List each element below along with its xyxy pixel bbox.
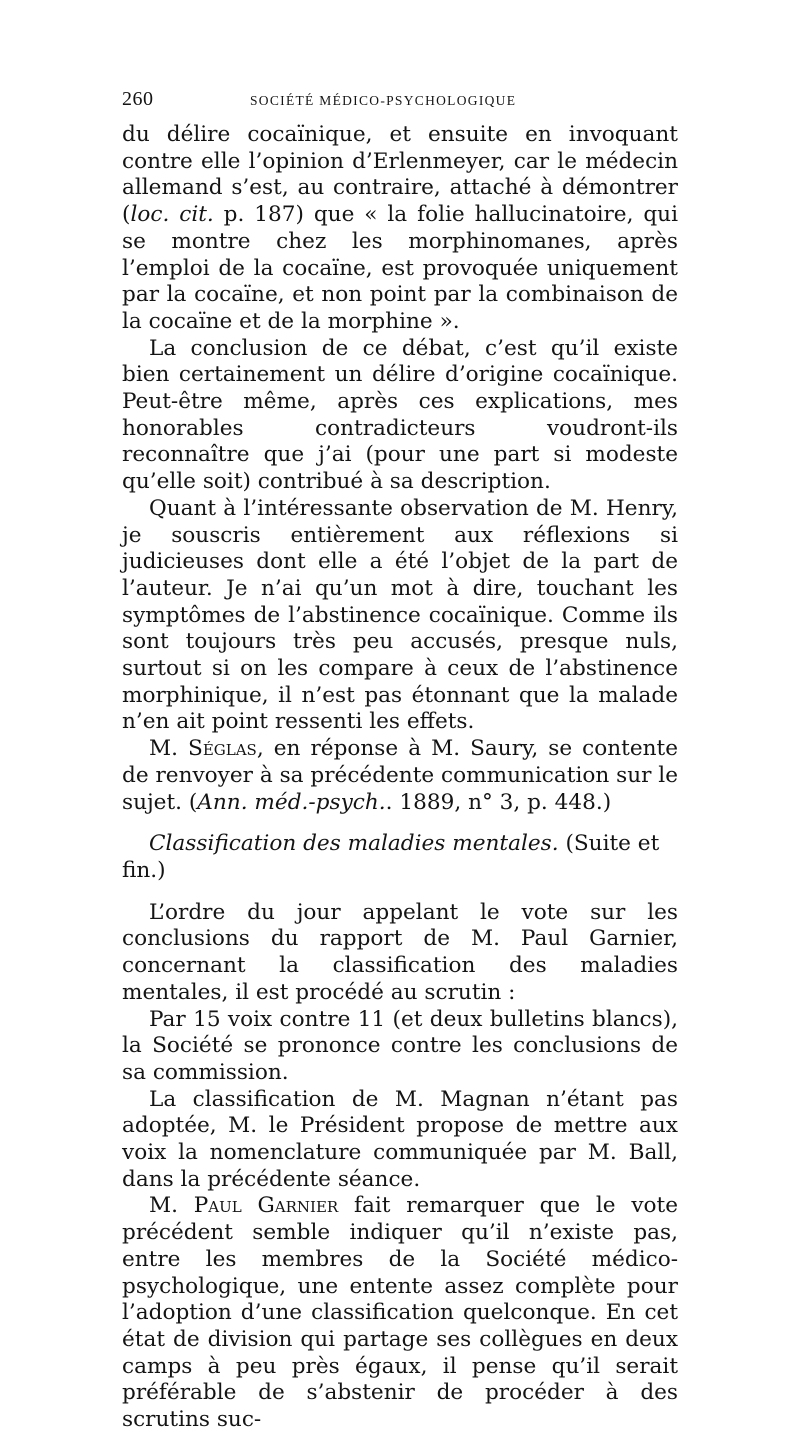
paragraph-7: La classification de M. Magnan n’étant pas adoptée, M. le Président propose de mettre aux voix la nomenclature communiquée par M. Ball, dans la précédente séance. [122,1086,678,1192]
book-page [122,88,678,1434]
citation-loc-cit: loc. cit. [130,202,214,228]
journal-reference: Ann. méd.-psych. [197,789,386,815]
paragraph-1-text-b: p. 187) que « la folie hallucinatoire, qui se montre chez les morphinomanes, après l’emploi de la cocaïne, est provoquée uniquement par la cocaïne, et non point par la combinaison de la cocaïne et de la morphine ». [122,202,678,334]
section-title-suffix: (Suite et fin.) [122,831,660,883]
paragraph-4-text-b: , en réponse à M. Saury, se contente de renvoyer à sa précédente communication sur le sujet. ( [122,736,679,815]
paragraph-4-text-a: M. [149,736,189,762]
section-title [122,831,678,884]
page-header [122,88,678,122]
running-head: SOCIÉTÉ MÉDICO-PSYCHOLOGIQUE [250,93,517,108]
page-number: 260 [122,88,154,110]
paragraph-2: La conclusion de ce débat, c’est qu’il existe bien certainement un délire d’origine cocaïnique. Peut-être même, après ces explications, mes honorables contradicteurs voudront-ils reconnaître que j’ai (pour une part si modeste qu’elle soit) contribué à sa description. [122,335,678,495]
paragraph-6: Par 15 voix contre 11 (et deux bulletins blancs), la Société se prononce contre les conclusions de sa commission. [122,1006,678,1085]
speaker-name-seglas: Séglas [188,736,257,762]
paragraph-8 [122,1193,678,1433]
paragraph-3: Quant à l’intéressante observation de M. Henry, je souscris entièrement aux réflexions si judicieuses dont elle a été l’objet de la part de l’auteur. Je n’ai qu’un mot à dire, touchant les symptômes de l’abstinence cocaïnique. Comme ils sont toujours très peu accusés, presque nuls, surtout si on les compare à ceux de l’abstinence morphinique, il n’est pas étonnant que la malade n’en ait point ressenti les effets. [122,495,678,735]
paragraph-4-text-c: . 1889, n° 3, p. 448.) [385,789,612,815]
section-title-main: Classification des maladies mentales. [149,831,559,857]
paragraph-8-text-b: fait remarquer que le vote précédent semble indiquer qu’il n’existe pas, entre les membres de la Société médico-psychologique, une entente assez complète pour l’adoption d’une classification quelconque. En cet état de division qui partage ses collègues en deux camps à peu près égaux, il pense qu’il serait préférable de s’abstenir de procéder à des scrutins suc- [122,1193,679,1433]
paragraph-1 [122,122,678,336]
paragraph-1-text-a: du délire cocaïnique, et ensuite en invoquant contre elle l’opinion d’Erlenmeyer, car le médecin allemand s’est, au contraire, attaché à démontrer ( [122,122,678,228]
paragraph-4 [122,736,678,816]
paragraph-5: L’ordre du jour appelant le vote sur les conclusions du rapport de M. Paul Garnier, concernant la classification des maladies mentales, il est procédé au scrutin : [122,899,678,1005]
speaker-name-garnier: Paul Garnier [193,1193,339,1219]
paragraph-8-text-a: M. [149,1193,194,1219]
